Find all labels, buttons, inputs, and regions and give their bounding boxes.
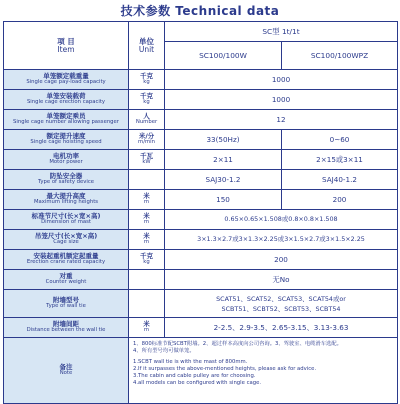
header-row	[4, 22, 398, 42]
value-cell: 12	[165, 110, 398, 130]
value-cell-model-b: 200	[282, 190, 398, 210]
model-a-header: SC100/100W	[165, 42, 282, 70]
spec-row-erection-capacity	[4, 90, 398, 110]
series-header: SC型 1t/1t	[165, 22, 398, 42]
unit-zh: 米	[143, 212, 150, 221]
page-title: 技术参数 Technical data	[120, 3, 280, 18]
unit-header	[129, 22, 165, 70]
wall-tie-line-1: SCAT51、SCAT52、SCAT53、SCAT54或or	[216, 294, 346, 303]
value-cell: 2-2.5、2.9-3.5、2.65-3.15、3.13-3.63	[165, 318, 398, 338]
value-cell-model-b: SAJ40-1.2	[282, 170, 398, 190]
spec-row-lifting-height	[4, 190, 398, 210]
unit-zh: 米	[143, 320, 150, 329]
item-cell	[4, 318, 129, 338]
item-cell	[4, 270, 129, 290]
value-cell-model-b: 2×15或3×11	[282, 150, 398, 170]
item-cell	[4, 130, 129, 150]
item-zh: 标准节尺寸(长×宽×高)	[31, 212, 101, 221]
item-en: Single cage erection capacity	[26, 99, 106, 106]
unit-cell	[129, 250, 165, 270]
unit-en: m	[143, 327, 150, 334]
spec-row-crane-capacity	[4, 250, 398, 270]
item-en: Single cage pay-load capacity	[26, 79, 106, 86]
item-en: Type of safety device	[37, 179, 95, 186]
spec-row-passengers	[4, 110, 398, 130]
value-cell: 1000	[165, 90, 398, 110]
value-cell-model-b: 0~60	[282, 130, 398, 150]
unit-zh: 千克	[140, 252, 153, 261]
unit-zh: 人	[143, 112, 150, 121]
item-cell	[4, 190, 129, 210]
unit-zh: 千瓦	[140, 152, 153, 161]
item-en: Distance between the wall tie	[26, 327, 106, 334]
model-b-header: SC100/100WPZ	[282, 42, 398, 70]
unit-cell	[129, 190, 165, 210]
note-en-line: 1.SCBT wall tie is with the mast of 800mm.	[133, 358, 248, 365]
item-zh: 吊笼尺寸(长×宽×高)	[34, 232, 98, 241]
value-cell-model-a: 33(50Hz)	[165, 130, 282, 150]
unit-en: kg	[143, 259, 150, 266]
notes-row	[4, 338, 398, 404]
spec-row-cage-size	[4, 230, 398, 250]
unit-zh: 千克	[140, 72, 153, 81]
notes-content	[129, 338, 398, 404]
item-cell	[4, 70, 129, 90]
unit-en: m	[143, 199, 150, 206]
value-cell: 3×1.3×2.7或3×1.3×2.25或3×1.5×2.7或3×1.5×2.25	[165, 230, 398, 250]
unit-cell	[129, 290, 165, 318]
item-zh: 安装起重机额定起重量	[33, 252, 99, 261]
item-en: Dimension of mast	[41, 219, 91, 226]
spec-row-hoisting-speed	[4, 130, 398, 150]
spec-row-mast-dimension	[4, 210, 398, 230]
item-en: Erection crane rated capacity	[26, 259, 106, 266]
value-cell	[165, 290, 398, 318]
spec-row-payload	[4, 70, 398, 90]
unit-en: m/min	[138, 139, 155, 146]
item-zh: 附墙间距	[53, 320, 79, 329]
item-zh: 单笼安装载荷	[46, 92, 86, 101]
unit-header-en: Unit	[138, 44, 155, 54]
spec-table	[3, 21, 398, 404]
spec-row-safety-device	[4, 170, 398, 190]
item-cell	[4, 210, 129, 230]
notes-label-zh: 备注	[59, 363, 73, 372]
item-en: Type of wall tie	[46, 303, 86, 310]
unit-en: kW	[142, 159, 151, 166]
unit-zh: 千克	[140, 92, 153, 101]
item-cell	[4, 110, 129, 130]
unit-en: kg	[143, 79, 150, 86]
item-zh: 单笼额定乘员	[46, 112, 86, 121]
item-cell	[4, 90, 129, 110]
item-cell	[4, 250, 129, 270]
item-cell	[4, 170, 129, 190]
item-zh: 单笼额定载重量	[43, 72, 89, 81]
note-en-line: 2.If it surpasses the above-mentioned heights, please ask for advice.	[133, 365, 317, 372]
spec-row-wall-tie-type	[4, 290, 398, 318]
unit-cell	[129, 130, 165, 150]
unit-cell	[129, 70, 165, 90]
item-header-zh: 项 目	[57, 36, 75, 46]
value-cell: 无No	[165, 270, 398, 290]
notes-label-cell	[4, 338, 129, 404]
unit-cell	[129, 270, 165, 290]
unit-zh: 米/分	[138, 132, 155, 141]
value-cell-model-a: 2×11	[165, 150, 282, 170]
item-zh: 附墙型号	[53, 296, 79, 305]
value-cell: 1000	[165, 70, 398, 90]
item-en: Single cage number allowing passenger	[13, 119, 119, 126]
item-zh: 电机功率	[53, 152, 79, 161]
unit-cell	[129, 170, 165, 190]
unit-en: kg	[143, 99, 150, 106]
spec-row-counter-weight	[4, 270, 398, 290]
item-header-en: Item	[57, 44, 75, 54]
unit-en: m	[143, 239, 150, 246]
spec-row-motor-power	[4, 150, 398, 170]
unit-cell	[129, 110, 165, 130]
value-cell: 0.65×0.65×1.508或0.8×0.8×1.508	[165, 210, 398, 230]
unit-en: Number	[135, 119, 158, 126]
item-cell	[4, 150, 129, 170]
value-cell-model-a: 150	[165, 190, 282, 210]
note-zh-line: 1、800标准节配SCBT附墙。2、超过样本高度向公司咨询。3、驾驶室、电缆滑车选配。	[133, 341, 342, 347]
item-zh: 额定提升速度	[46, 132, 86, 141]
item-header	[4, 22, 129, 70]
unit-cell	[129, 90, 165, 110]
note-zh-line: 4、所有型号均可做单笼。	[133, 348, 195, 355]
item-en: Counter weight	[45, 279, 87, 286]
item-en: Maximum lifting heights	[33, 199, 99, 206]
item-en: Motor power	[49, 159, 83, 166]
item-zh: 对重	[59, 272, 73, 281]
unit-cell	[129, 318, 165, 338]
notes-label-en: Note	[59, 370, 73, 377]
wall-tie-line-2: SCBT51、SCBT52、SCBT53、SCBT54	[221, 304, 341, 313]
item-cell	[4, 290, 129, 318]
note-en-line: 4.all models can be configured with single cage.	[133, 380, 262, 387]
item-en: Cage size	[53, 239, 79, 246]
unit-header-zh: 单位	[139, 36, 154, 46]
spec-row-wall-tie-distance	[4, 318, 398, 338]
item-zh: 最大提升高度	[46, 192, 86, 201]
value-cell-model-a: SAJ30-1.2	[165, 170, 282, 190]
note-en-line: 3.The cabin and cable pulley are for choosing.	[133, 373, 256, 380]
item-cell	[4, 230, 129, 250]
value-cell: 200	[165, 250, 398, 270]
unit-en: m	[143, 219, 150, 226]
unit-cell	[129, 150, 165, 170]
unit-cell	[129, 210, 165, 230]
item-zh: 防坠安全器	[49, 172, 83, 181]
unit-zh: 米	[143, 192, 150, 201]
unit-zh: 米	[143, 232, 150, 241]
unit-cell	[129, 230, 165, 250]
item-en: Single cage hoisting speed	[30, 139, 102, 146]
